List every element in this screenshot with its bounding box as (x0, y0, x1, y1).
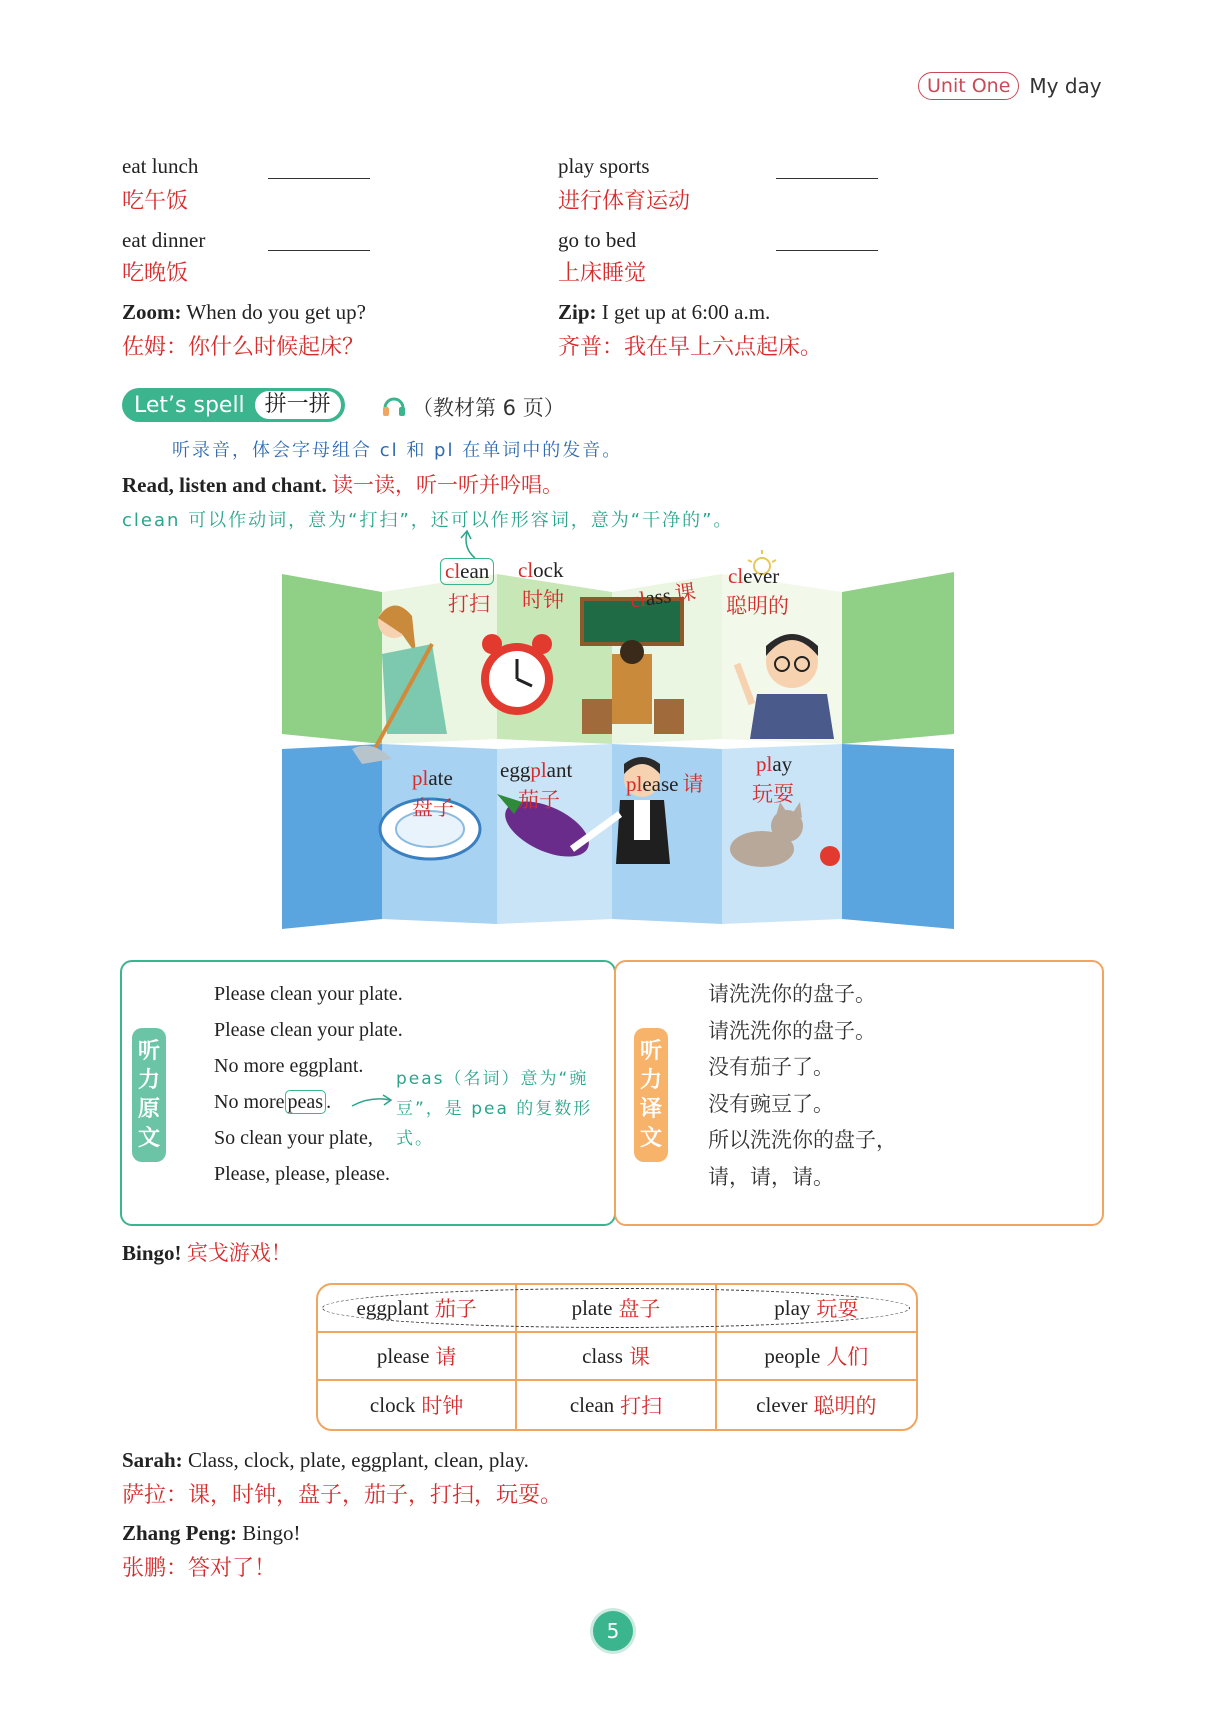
play-rest: ay (772, 752, 793, 776)
word-clock (518, 558, 563, 583)
sarah-translation: 萨拉：课，时钟，盘子，茄子，打扫，玩耍。 (122, 1483, 563, 1508)
vocab-cn-1: 吃午饭 (122, 189, 189, 214)
cell-en: eggplant (356, 1295, 429, 1320)
vocab-en-1: eat lunch (122, 154, 199, 178)
cell-cn: 茄子 (434, 1297, 477, 1321)
word-clever (728, 564, 779, 589)
answer-blank (776, 250, 878, 251)
clever-prefix: cl (728, 564, 744, 588)
cell-en: clean (569, 1392, 615, 1417)
bingo-cell (517, 1333, 716, 1381)
bingo-cell (318, 1333, 517, 1381)
speaker-sarah: Sarah: (122, 1448, 183, 1472)
speaker-zhang: Zhang Peng: (122, 1521, 237, 1545)
bingo-row-ellipse (322, 1288, 910, 1328)
cell-en: people (764, 1343, 821, 1368)
spell-illustration (282, 558, 954, 934)
plate-prefix: pl (412, 766, 429, 790)
script-line-6: Please, please, please. (214, 1163, 391, 1185)
unit-title: My day (1029, 74, 1102, 98)
bingo-cell (517, 1381, 716, 1429)
word-plate (412, 766, 453, 791)
word-clean-cn: 打扫 (448, 592, 490, 616)
page-number: 5 (593, 1611, 633, 1651)
cell-en: class (582, 1343, 623, 1368)
instruction-en: Read, listen and chant. (122, 473, 327, 497)
tab-char: 原 (137, 1097, 160, 1122)
peas-highlight: peas (285, 1090, 327, 1114)
cell-cn: 盘子 (618, 1297, 661, 1321)
translation-tab (634, 1028, 668, 1162)
lets-spell-label: Let’s spell (134, 392, 245, 418)
zip-line (558, 299, 770, 325)
word-class-cn: 课 (673, 579, 698, 607)
translation-line-6: 请，请，请。 (708, 1164, 834, 1189)
translation-line-1: 请洗洗你的盘子。 (708, 982, 876, 1006)
eggplant-prefix: egg (500, 758, 531, 782)
zip-answer: I get up at 6:00 a.m. (601, 300, 771, 324)
clever-rest: ever (743, 564, 780, 588)
headphone-icon[interactable] (381, 392, 407, 423)
vocab-en-3: play sports (558, 154, 650, 178)
translation-lines (708, 976, 897, 1195)
vocab-cn-4: 上床睡觉 (558, 261, 647, 286)
script-line-5: So clean your plate, (214, 1127, 373, 1149)
zhang-line (122, 1520, 301, 1546)
speaker-zoom: Zoom: (122, 300, 182, 324)
class-prefix: cl (628, 586, 648, 613)
translation-line-3: 没有茄子了。 (708, 1055, 834, 1079)
plate-rest: ate (428, 766, 453, 790)
tab-char: 译 (639, 1097, 662, 1122)
alarm-clock-image (481, 634, 553, 715)
instruction (122, 469, 563, 499)
bingo-title-cn: 宾戈游戏！ (186, 1241, 292, 1265)
script-line-1: Please clean your plate. (214, 983, 403, 1005)
tab-char: 文 (639, 1126, 662, 1151)
clean-note: clean 可以作动词，意为“打扫”，还可以作形容词，意为“干净的”。 (122, 510, 734, 531)
cell-en: clever (756, 1392, 808, 1417)
tab-char: 听 (639, 1039, 662, 1064)
clean-prefix: cl (445, 559, 461, 583)
listening-script-tab (132, 1028, 166, 1162)
unit-label: Unit One (918, 72, 1019, 100)
word-clock-cn: 时钟 (522, 588, 564, 612)
vocab-cn-2: 吃晚饭 (122, 261, 189, 286)
word-plate-cn: 盘子 (412, 796, 454, 820)
period: . (326, 1091, 332, 1113)
cell-cn: 玩耍 (816, 1297, 859, 1321)
cell-en: play (774, 1295, 811, 1320)
play-prefix: pl (756, 752, 773, 776)
word-clean (440, 558, 494, 585)
clock-rest: ock (533, 558, 564, 582)
cell-cn: 聪明的 (813, 1394, 877, 1418)
please-rest: ease (642, 772, 679, 796)
script-line-2: Please clean your plate. (214, 1019, 403, 1041)
vocab-en-4: go to bed (558, 228, 637, 252)
translation-line-2: 请洗洗你的盘子。 (708, 1018, 876, 1043)
speaker-zip: Zip: (558, 300, 597, 324)
bingo-cell (717, 1333, 916, 1381)
folded-panels (282, 564, 954, 934)
cell-cn: 课 (628, 1345, 650, 1369)
no-more-text: No more (214, 1091, 285, 1113)
eggplant-mid: pl (530, 758, 547, 782)
zoom-translation: 佐姆：你什么时候起床？ (122, 335, 365, 360)
zhang-translation: 张鹏：答对了！ (122, 1556, 277, 1581)
answer-blank (268, 178, 370, 179)
zoom-question: When do you get up? (186, 300, 366, 324)
answer-blank (268, 250, 370, 251)
bingo-title-en: Bingo! (122, 1241, 182, 1265)
translation-line-4: 没有豌豆了。 (708, 1091, 834, 1116)
vocab-cn-3: 进行体育运动 (558, 189, 691, 214)
tab-char: 力 (137, 1068, 160, 1093)
textbook-page-ref: （教材第 6 页） (412, 396, 565, 420)
peas-note: peas（名词）意为“豌豆”，是 pea 的复数形式。 (396, 1069, 593, 1149)
tab-char: 听 (137, 1039, 160, 1064)
cell-en: please (376, 1343, 430, 1368)
cell-en: plate (571, 1295, 613, 1320)
sarah-text: Class, clock, plate, eggplant, clean, play. (187, 1448, 529, 1472)
word-play-cn: 玩耍 (752, 782, 794, 806)
word-please-cn: 请 (682, 772, 704, 796)
bingo-heading (122, 1237, 292, 1267)
lets-spell-cn-label: 拼一拼 (253, 389, 343, 421)
class-rest: ass (643, 583, 673, 611)
word-eggplant-cn: 茄子 (518, 788, 560, 812)
translation-line-5: 所以洗洗你的盘子， (708, 1128, 897, 1152)
please-prefix: pl (626, 772, 643, 796)
answer-blank (776, 178, 878, 179)
cell-cn: 人们 (826, 1345, 869, 1369)
tab-char: 力 (639, 1068, 662, 1093)
script-line-3: No more eggplant. (214, 1055, 364, 1077)
bingo-cell (717, 1381, 916, 1429)
page-header (918, 72, 1102, 100)
word-clever-cn: 聪明的 (726, 594, 789, 618)
clean-rest: ean (460, 559, 490, 583)
cell-cn: 打扫 (620, 1394, 663, 1418)
cell-cn: 时钟 (421, 1394, 464, 1418)
zoom-line (122, 299, 366, 325)
eggplant-rest: ant (546, 758, 573, 782)
zip-translation: 齐普：我在早上六点起床。 (558, 335, 823, 360)
clock-prefix: cl (518, 558, 534, 582)
cell-cn: 请 (435, 1345, 457, 1369)
sarah-line (122, 1447, 529, 1473)
word-play (756, 752, 792, 777)
word-please (626, 768, 703, 798)
note-arrow-icon (455, 528, 485, 560)
word-eggplant (500, 758, 572, 783)
listening-script-lines (214, 976, 403, 1192)
tab-char: 文 (137, 1126, 160, 1151)
cell-en: clock (369, 1392, 416, 1417)
lets-spell-banner (122, 388, 345, 422)
instruction-cn: 读一读，听一听并吟唱。 (332, 473, 564, 497)
peas-arrow-icon (350, 1092, 396, 1112)
bingo-cell (318, 1381, 517, 1429)
zhang-text: Bingo! (242, 1521, 301, 1545)
vocab-en-2: eat dinner (122, 228, 206, 252)
listening-note: 听录音，体会字母组合 cl 和 pl 在单词中的发音。 (172, 440, 623, 461)
